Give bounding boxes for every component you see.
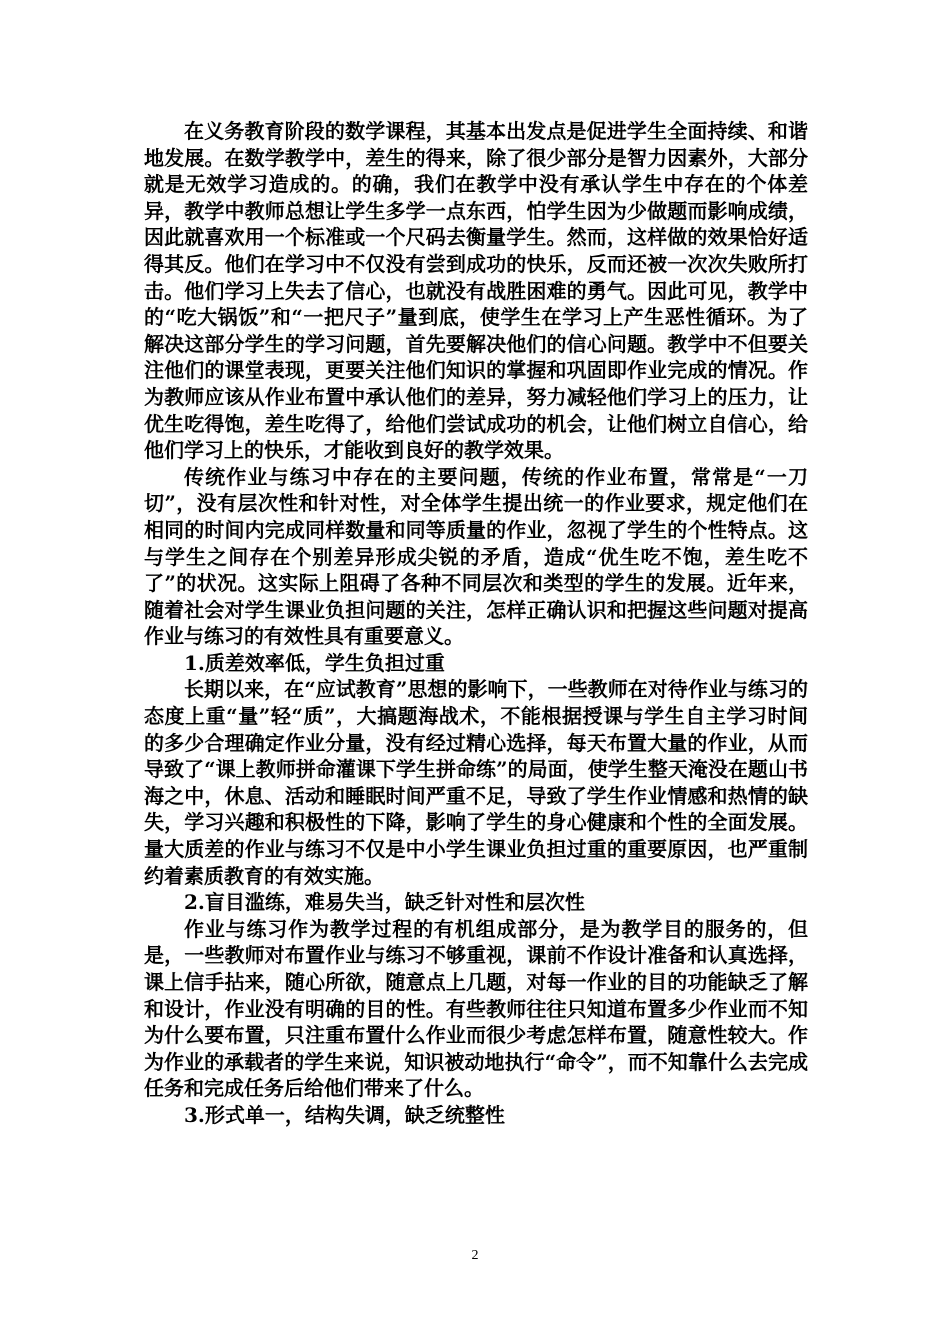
heading-section-2: 2.盲目滥练，难易失当，缺乏针对性和层次性 bbox=[184, 890, 585, 915]
body-text bbox=[144, 118, 808, 1129]
heading-section-3: 3.形式单一，结构失调，缺乏统整性 bbox=[184, 1102, 505, 1127]
heading-section-1: 1.质差效率低，学生负担过重 bbox=[184, 650, 445, 675]
paragraph-section-1: 长期以来，在“应试教育”思想的影响下，一些教师在对待作业与练习的态度上重“量”轻“质”，大搞题海战术，不能根据授课与学生自主学习时间的多少合理确定作业分量，没有经过精心选择，每天布置大量的作业，从而导致了“课上教师拼命灌课下学生拼命练”的局面，使学生整天淹没在题山书海之中，休息、活动和睡眠时间严重不足，导致了学生作业情感和热情的缺失，学习兴趣和积极性的下降，影响了学生的身心健康和个性的全面发展。量大质差的作业与练习不仅是中小学生课业负担过重的重要原因，也严重制约着素质教育的有效实施。 bbox=[144, 677, 808, 888]
page-number: 2 bbox=[471, 1248, 479, 1263]
paragraph-section-2: 作业与练习作为教学过程的有机组成部分，是为教学目的服务的，但是，一些教师对布置作业与练习不够重视，课前不作设计准备和认真选择，课上信手拈来，随心所欲，随意点上几题，对每一作业的目的功能缺乏了解和设计，作业没有明确的目的性。有些教师往往只知道布置多少作业而不知为什么要布置，只注重布置什么作业而很少考虑怎样布置，随意性较大。作为作业的承载者的学生来说，知识被动地执行“命令”，而不知靠什么去完成任务和完成任务后给他们带来了什么。 bbox=[144, 916, 808, 1101]
paragraph-intro: 在义务教育阶段的数学课程，其基本出发点是促进学生全面持续、和谐地发展。在数学教学中，差生的得来，除了很少部分是智力因素外，大部分就是无效学习造成的。的确，我们在教学中没有承认学生中存在的个体差异，教学中教师总想让学生多学一点东西，怕学生因为少做题而影响成绩，因此就喜欢用一个标准或一个尺码去衡量学生。然而，这样做的效果恰好适得其反。他们在学习中不仅没有尝到成功的快乐，反而还被一次次失败所打击。他们学习上失去了信心，也就没有战胜困难的勇气。因此可见，教学中的“吃大锅饭”和“一把尺子”量到底，使学生在学习上产生恶性循环。为了解决这部分学生的学习问题，首先要解决他们的信心问题。教学中不但要关注他们的课堂表现，更要关注他们知识的掌握和巩固即作业完成的情况。作为教师应该从作业布置中承认他们的差异，努力减轻他们学习上的压力，让优生吃得饱，差生吃得了，给他们尝试成功的机会，让他们树立自信心，给他们学习上的快乐，才能收到良好的教学效果。 bbox=[144, 119, 808, 463]
paragraph-traditional-homework: 传统作业与练习中存在的主要问题，传统的作业布置，常常是“一刀切”，没有层次性和针对性，对全体学生提出统一的作业要求，规定他们在相同的时间内完成同样数量和同等质量的作业，忽视了学生的个性特点。这与学生之间存在个别差异形成尖锐的矛盾，造成“优生吃不饱，差生吃不了”的状况。这实际上阻碍了各种不同层次和类型的学生的发展。近年来，随着社会对学生课业负担问题的关注，怎样正确认识和把握这些问题对提高作业与练习的有效性具有重要意义。 bbox=[144, 464, 808, 649]
